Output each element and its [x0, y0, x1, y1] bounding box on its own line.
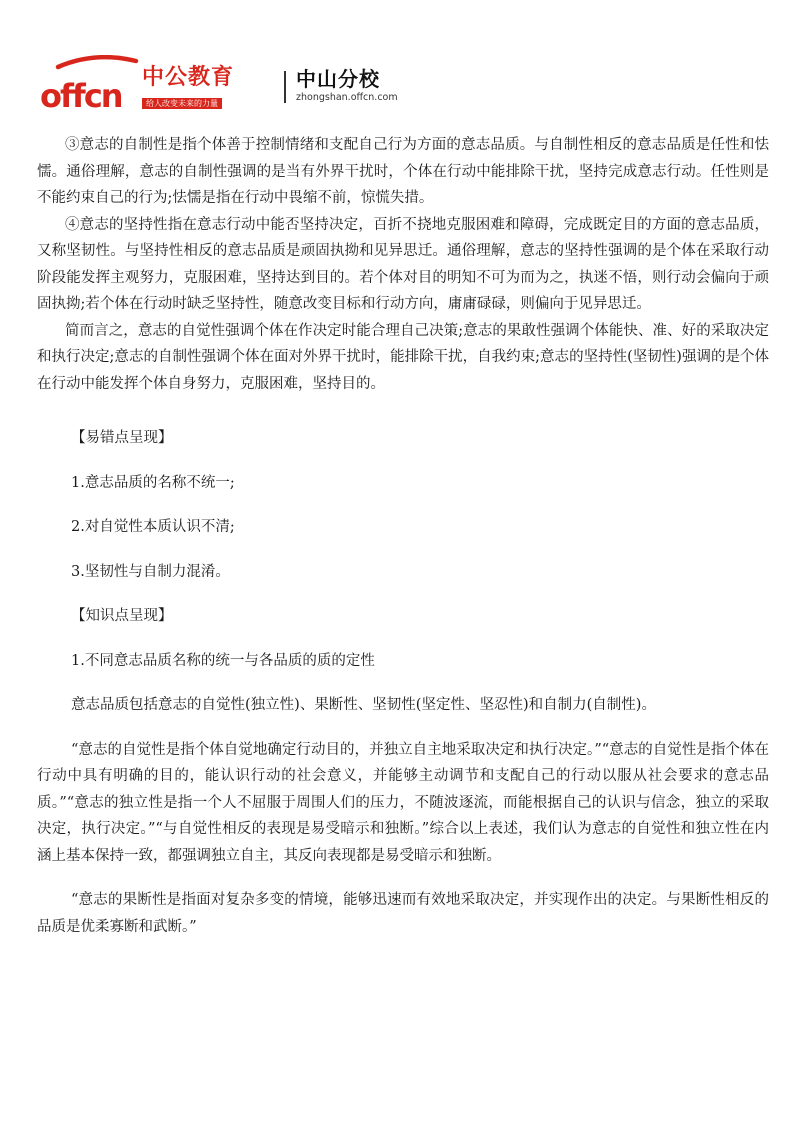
logo-brand-name: 中公教育	[142, 65, 235, 90]
logo-offcn-text: offcn	[40, 77, 122, 115]
paragraph-decisiveness: “意志的果断性是指面对复杂多变的情境，能够迅速而有效地采取决定，并实现作出的决定。与果断性相反的品质是优柔寡断和武断。”	[37, 892, 769, 935]
paragraph-persistence: ④意志的坚持性指在意志行动中能否坚持决定，百折不挠地克服困难和障碍，完成既定目的方面的意志品质，又称坚韧性。与坚持性相反的意志品质是顽固执拗和见异思迁。通俗理解，意志的坚持性强调的是个体在采取行动阶段能发挥主观努力，克服困难，坚持达到目的。若个体对目的明知不可为而为之，执迷不悟，则行动会偏向于顽固执拗;若个体在行动时缺乏坚持性，随意改变目标和行动方向，庸庸碌碌，则偏向于见异思迁。	[37, 216, 769, 312]
offcn-logo	[40, 55, 140, 115]
page-header	[40, 55, 760, 117]
knowledge-heading: 【知识点呈现】	[71, 608, 173, 624]
logo-slogan: 给人改变未来的力量	[142, 98, 222, 109]
document-body	[37, 132, 769, 940]
error-item: 1.意志品质的名称不统一;	[71, 474, 235, 491]
header-divider	[284, 71, 286, 103]
paragraph-self-control: ③意志的自制性是指个体善于控制情绪和支配自己行为方面的意志品质。与自制性相反的意志品质是任性和怯懦。通俗理解，意志的自制性强调的是当有外界干扰时，个体在行动中能排除干扰，坚持完成意志行动。任性则是不能约束自己的行为;怯懦是指在行动中畏缩不前，惊慌失措。	[37, 137, 769, 206]
errors-heading: 【易错点呈现】	[71, 430, 173, 446]
paragraph-consciousness: “意志的自觉性是指个体自觉地确定行动目的，并独立自主地采取决定和执行决定。”“意志的自觉性是指个体在行动中具有明确的目的，能认识行动的社会意义，并能够主动调节和支配自己的行动以服从社会要求的意志品质。”“意志的独立性是指一个人不屈服于周围人们的压力，不随波逐流，而能根据自己的认识与信念，独立的采取决定，执行决定。”“与自觉性相反的表现是易受暗示和独断。”综合以上表述，我们认为意志的自觉性和独立性在内涵上基本保持一致，都强调独立自主，其反向表现都是易受暗示和独断。	[37, 741, 769, 864]
error-item: 2.对自觉性本质认识不清;	[71, 519, 235, 535]
paragraph-qualities-list: 意志品质包括意志的自觉性(独立性)、果断性、坚韧性(坚定性、坚忍性)和自制力(自制性)。	[71, 697, 656, 713]
knowledge-item: 1.不同意志品质名称的统一与各品质的质的定性	[71, 652, 375, 669]
branch-url: zhongshan.offcn.com	[296, 92, 398, 103]
paragraph-summary: 简而言之，意志的自觉性强调个体在作决定时能合理自己决策;意志的果敢性强调个体能快、准、好的采取决定和执行决定;意志的自制性强调个体在面对外界干扰时，能排除干扰，自我约束;意志的坚持性(坚韧性)强调的是个体在行动中能发挥个体自身努力，克服困难，坚持目的。	[37, 322, 769, 392]
branch-name: 中山分校	[296, 67, 380, 91]
error-item: 3.坚韧性与自制力混淆。	[71, 563, 230, 580]
